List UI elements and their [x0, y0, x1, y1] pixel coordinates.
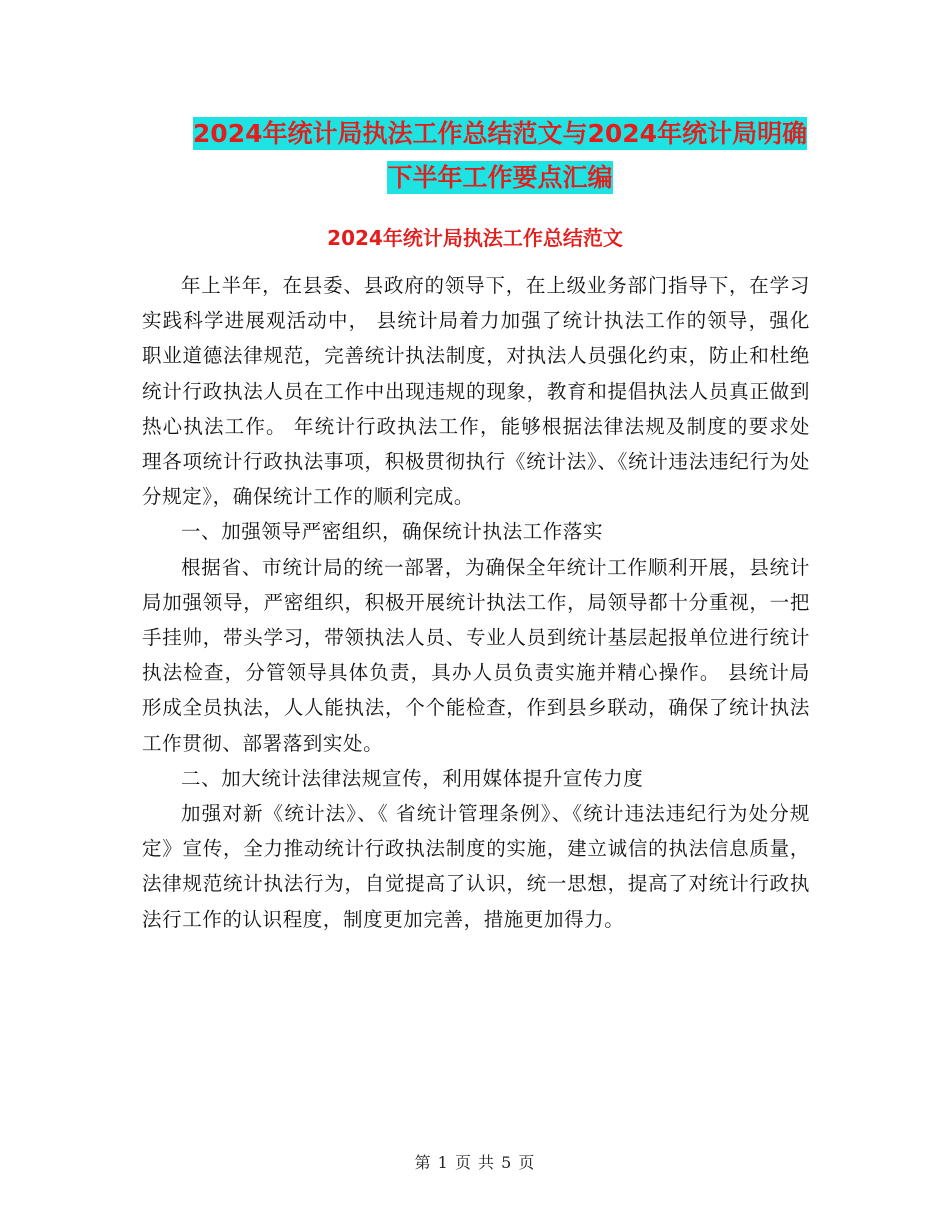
title-line-1: 2024年统计局执法工作总结范文与2024年统计局明确 — [192, 119, 808, 148]
paragraph-leadership: 根据省、市统计局的统一部署，为确保全年统计工作顺利开展，县统计局加强领导，严密组织，积极开展统计执法工作，局领导都十分重视，一把手挂帅，带头学习，带领执法人员、专业人员到统计基层起报单位进行统计执法检查，分管领导具体负责，具办人员负责实施并精心操作。 县统计局形成全员执法，人人能执法，个个能检查，作到县乡联动，确保了统计执法工作贯彻、部署落到实处。 — [142, 555, 810, 755]
heading-two: 二、加大统计法律法规宣传，利用媒体提升宣传力度 — [181, 766, 644, 790]
paragraph-publicity: 加强对新《统计法》、《 省统计管理条例》、《统计违法违纪行为处分规定》宣传，全力推动统计行政执法制度的实施，建立诚信的执法信息质量，法律规范统计执法行为，自觉提高了认识，统一思想，提高了对统计行政执法行工作的认识程度，制度更加完善，措施更加得力。 — [142, 802, 810, 931]
document-body — [142, 268, 810, 937]
heading-one: 一、加强领导严密组织，确保统计执法工作落实 — [181, 520, 604, 544]
page-number-footer: 第 1 页 共 5 页 — [414, 1153, 536, 1172]
paragraph-intro: 年上半年，在县委、县政府的领导下，在上级业务部门指导下，在学习实践科学进展观活动中， 县统计局着力加强了统计执法工作的领导，强化职业道德法律规范，完善统计执法制度，对执法人员强化约束，防止和杜绝统计行政执法人员在工作中出现违规的现象，教育和提倡执法人员真正做到热心执法工作。 年统计行政执法工作，能够根据法律法规及制度的要求处理各项统计行政执法事项，积极贯彻执行《统计法》、《统计违法违纪行为处分规定》，确保统计工作的顺利完成。 — [142, 274, 810, 509]
section-title: 2024年统计局执法工作总结范文 — [327, 226, 623, 250]
title-line-2: 下半年工作要点汇编 — [387, 163, 613, 192]
document-title — [150, 112, 850, 200]
